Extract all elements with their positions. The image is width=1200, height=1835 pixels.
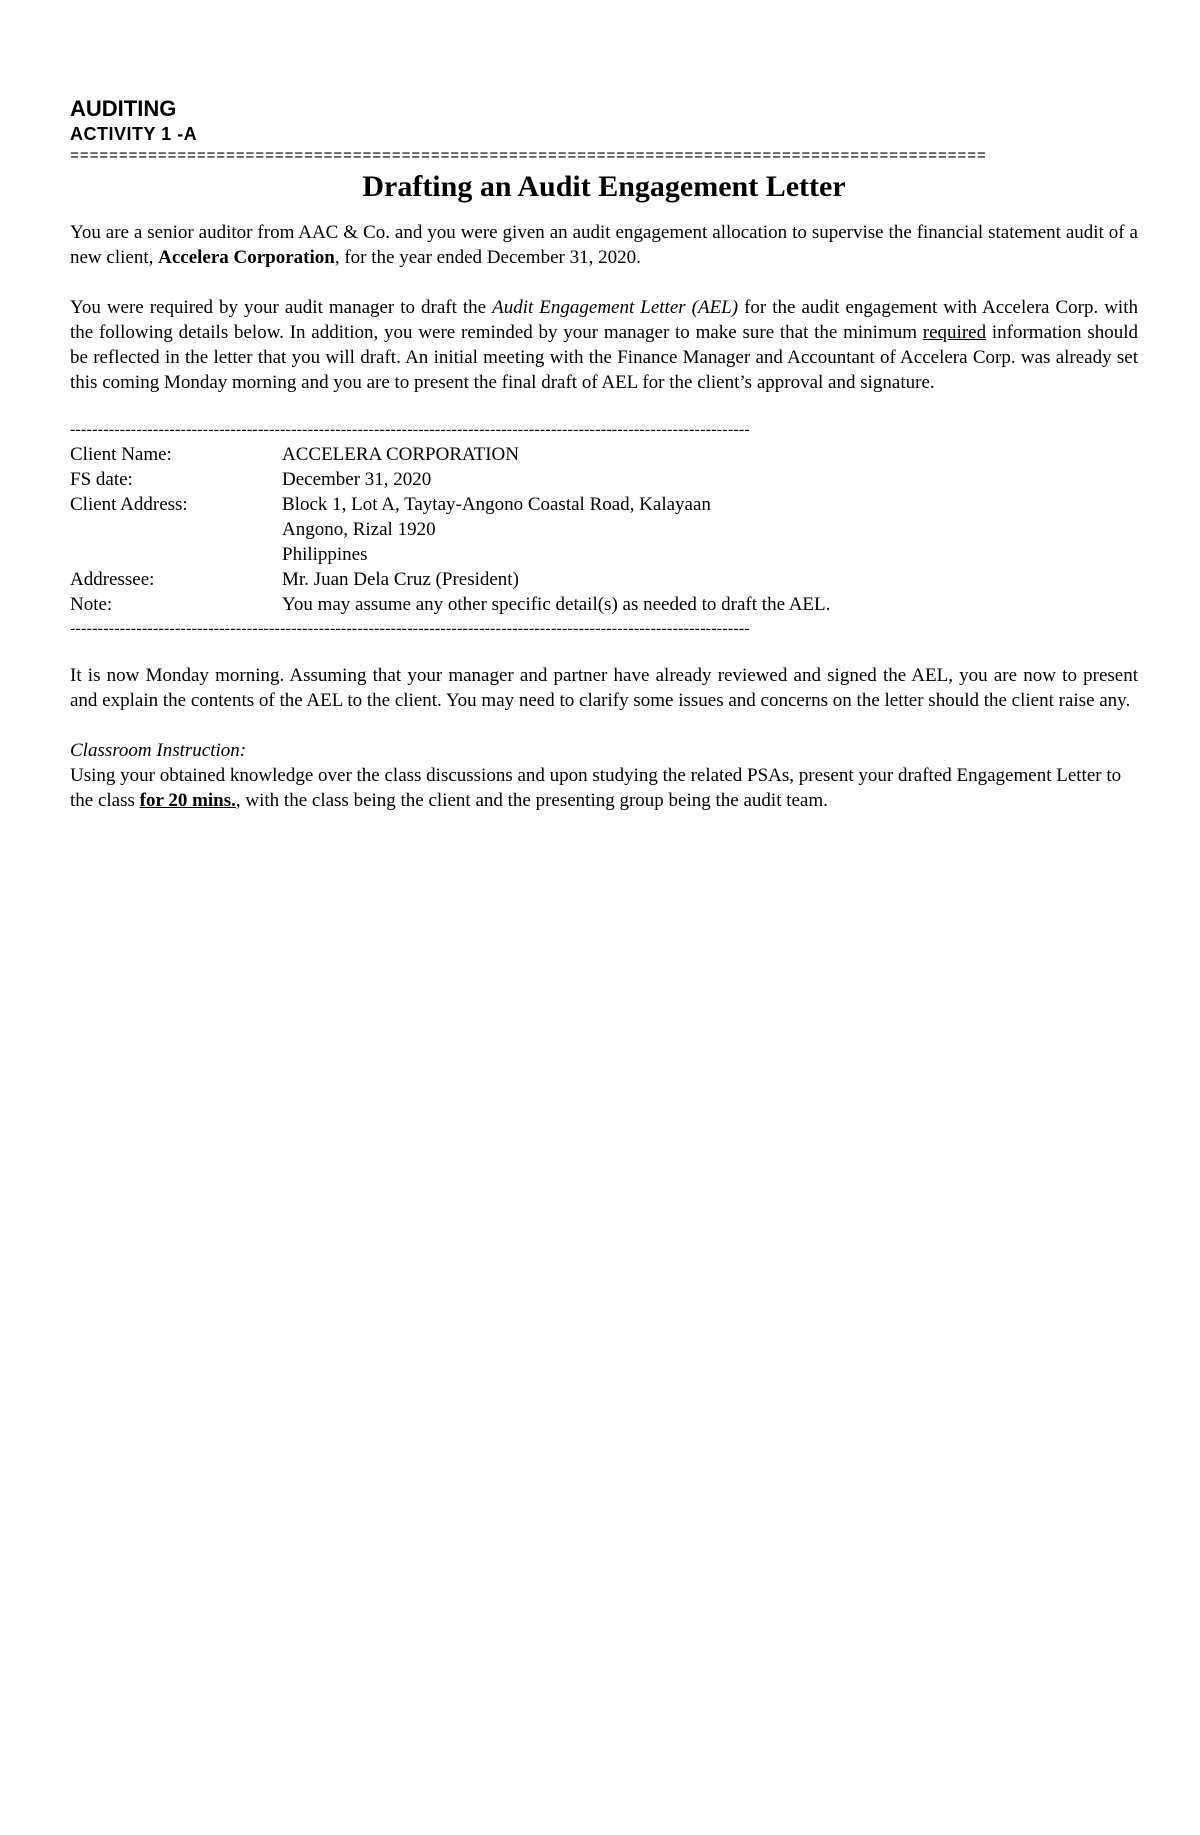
instr-text-1: Using your obtained knowledge over the class discussions and upon studying the related PSAs, present your drafted Engagement Letter to the class bbox=[70, 765, 1122, 811]
intro-paragraph bbox=[70, 220, 1138, 270]
requirement-paragraph bbox=[70, 295, 1138, 395]
client-address-value bbox=[282, 492, 1138, 567]
req-text-3: information should be reflected in the letter that you will draft. An initial meeting with the Finance Manager and Accountant of Accelera Corp. was already set this coming Monday morning and you are to present the final draft of AEL for the client’s approval and signature. bbox=[70, 322, 1138, 393]
dash-divider-bottom: --------------------------------------------------------------------------------------------------------------------------- bbox=[70, 620, 750, 637]
address-line-3: Philippines bbox=[282, 544, 368, 565]
instruction-paragraph bbox=[70, 763, 1138, 813]
fs-date-value: December 31, 2020 bbox=[282, 469, 432, 490]
duration-underlined: for 20 mins. bbox=[139, 790, 236, 811]
document-title: Drafting an Audit Engagement Letter bbox=[362, 170, 846, 203]
document-page bbox=[70, 96, 1138, 813]
instruction-label: Classroom Instruction: bbox=[70, 740, 247, 761]
spacer bbox=[70, 639, 1138, 663]
presentation-paragraph: It is now Monday morning. Assuming that your manager and partner have already reviewed and signed the AEL, you are now to present and explain the contents of the AEL to the client. You may need to clarify some issues and concerns on the letter should the client raise any. bbox=[70, 665, 1138, 711]
required-underlined: required bbox=[922, 322, 987, 343]
detail-row-address bbox=[70, 492, 1138, 567]
client-name-label: Client Name: bbox=[70, 444, 172, 465]
client-name-value: ACCELERA CORPORATION bbox=[282, 444, 519, 465]
course-heading: AUDITING bbox=[70, 96, 177, 121]
activity-heading: ACTIVITY 1 -A bbox=[70, 124, 198, 144]
client-details bbox=[70, 442, 1138, 617]
fs-date-label: FS date: bbox=[70, 469, 133, 490]
address-line-2: Angono, Rizal 1920 bbox=[282, 519, 436, 540]
detail-row-client-name bbox=[70, 442, 1138, 467]
client-address-label: Client Address: bbox=[70, 494, 188, 515]
detail-row-addressee bbox=[70, 567, 1138, 592]
req-text-1: You were required by your audit manager to draft the bbox=[70, 297, 493, 318]
addressee-value: Mr. Juan Dela Cruz (President) bbox=[282, 569, 519, 590]
detail-row-fs-date bbox=[70, 467, 1138, 492]
duration-emphasis bbox=[140, 790, 236, 811]
equals-divider: ============================================================================================== bbox=[70, 148, 987, 165]
req-text-2: for the audit engagement with Accelera Corp. with the following details below. In addition, you were reminded by your manager to make sure that the minimum bbox=[70, 297, 1138, 343]
instr-text-2: , with the class being the client and the presenting group being the audit team. bbox=[235, 790, 828, 811]
detail-row-note bbox=[70, 592, 1138, 617]
intro-text-2: , for the year ended December 31, 2020. bbox=[334, 247, 641, 268]
intro-text-1: You are a senior auditor from AAC & Co. and you were given an audit engagement allocation to supervise the financial statement audit of a new client, bbox=[70, 222, 1138, 268]
dash-divider-top: --------------------------------------------------------------------------------------------------------------------------- bbox=[70, 421, 750, 438]
address-line-1: Block 1, Lot A, Taytay-Angono Coastal Road, Kalayaan bbox=[282, 494, 711, 515]
client-name-bold: Accelera Corporation bbox=[158, 247, 335, 268]
addressee-label: Addressee: bbox=[70, 569, 155, 590]
note-label: Note: bbox=[70, 594, 113, 615]
note-value: You may assume any other specific detail(s) as needed to draft the AEL. bbox=[282, 594, 831, 615]
ael-italic: Audit Engagement Letter (AEL) bbox=[492, 297, 739, 318]
